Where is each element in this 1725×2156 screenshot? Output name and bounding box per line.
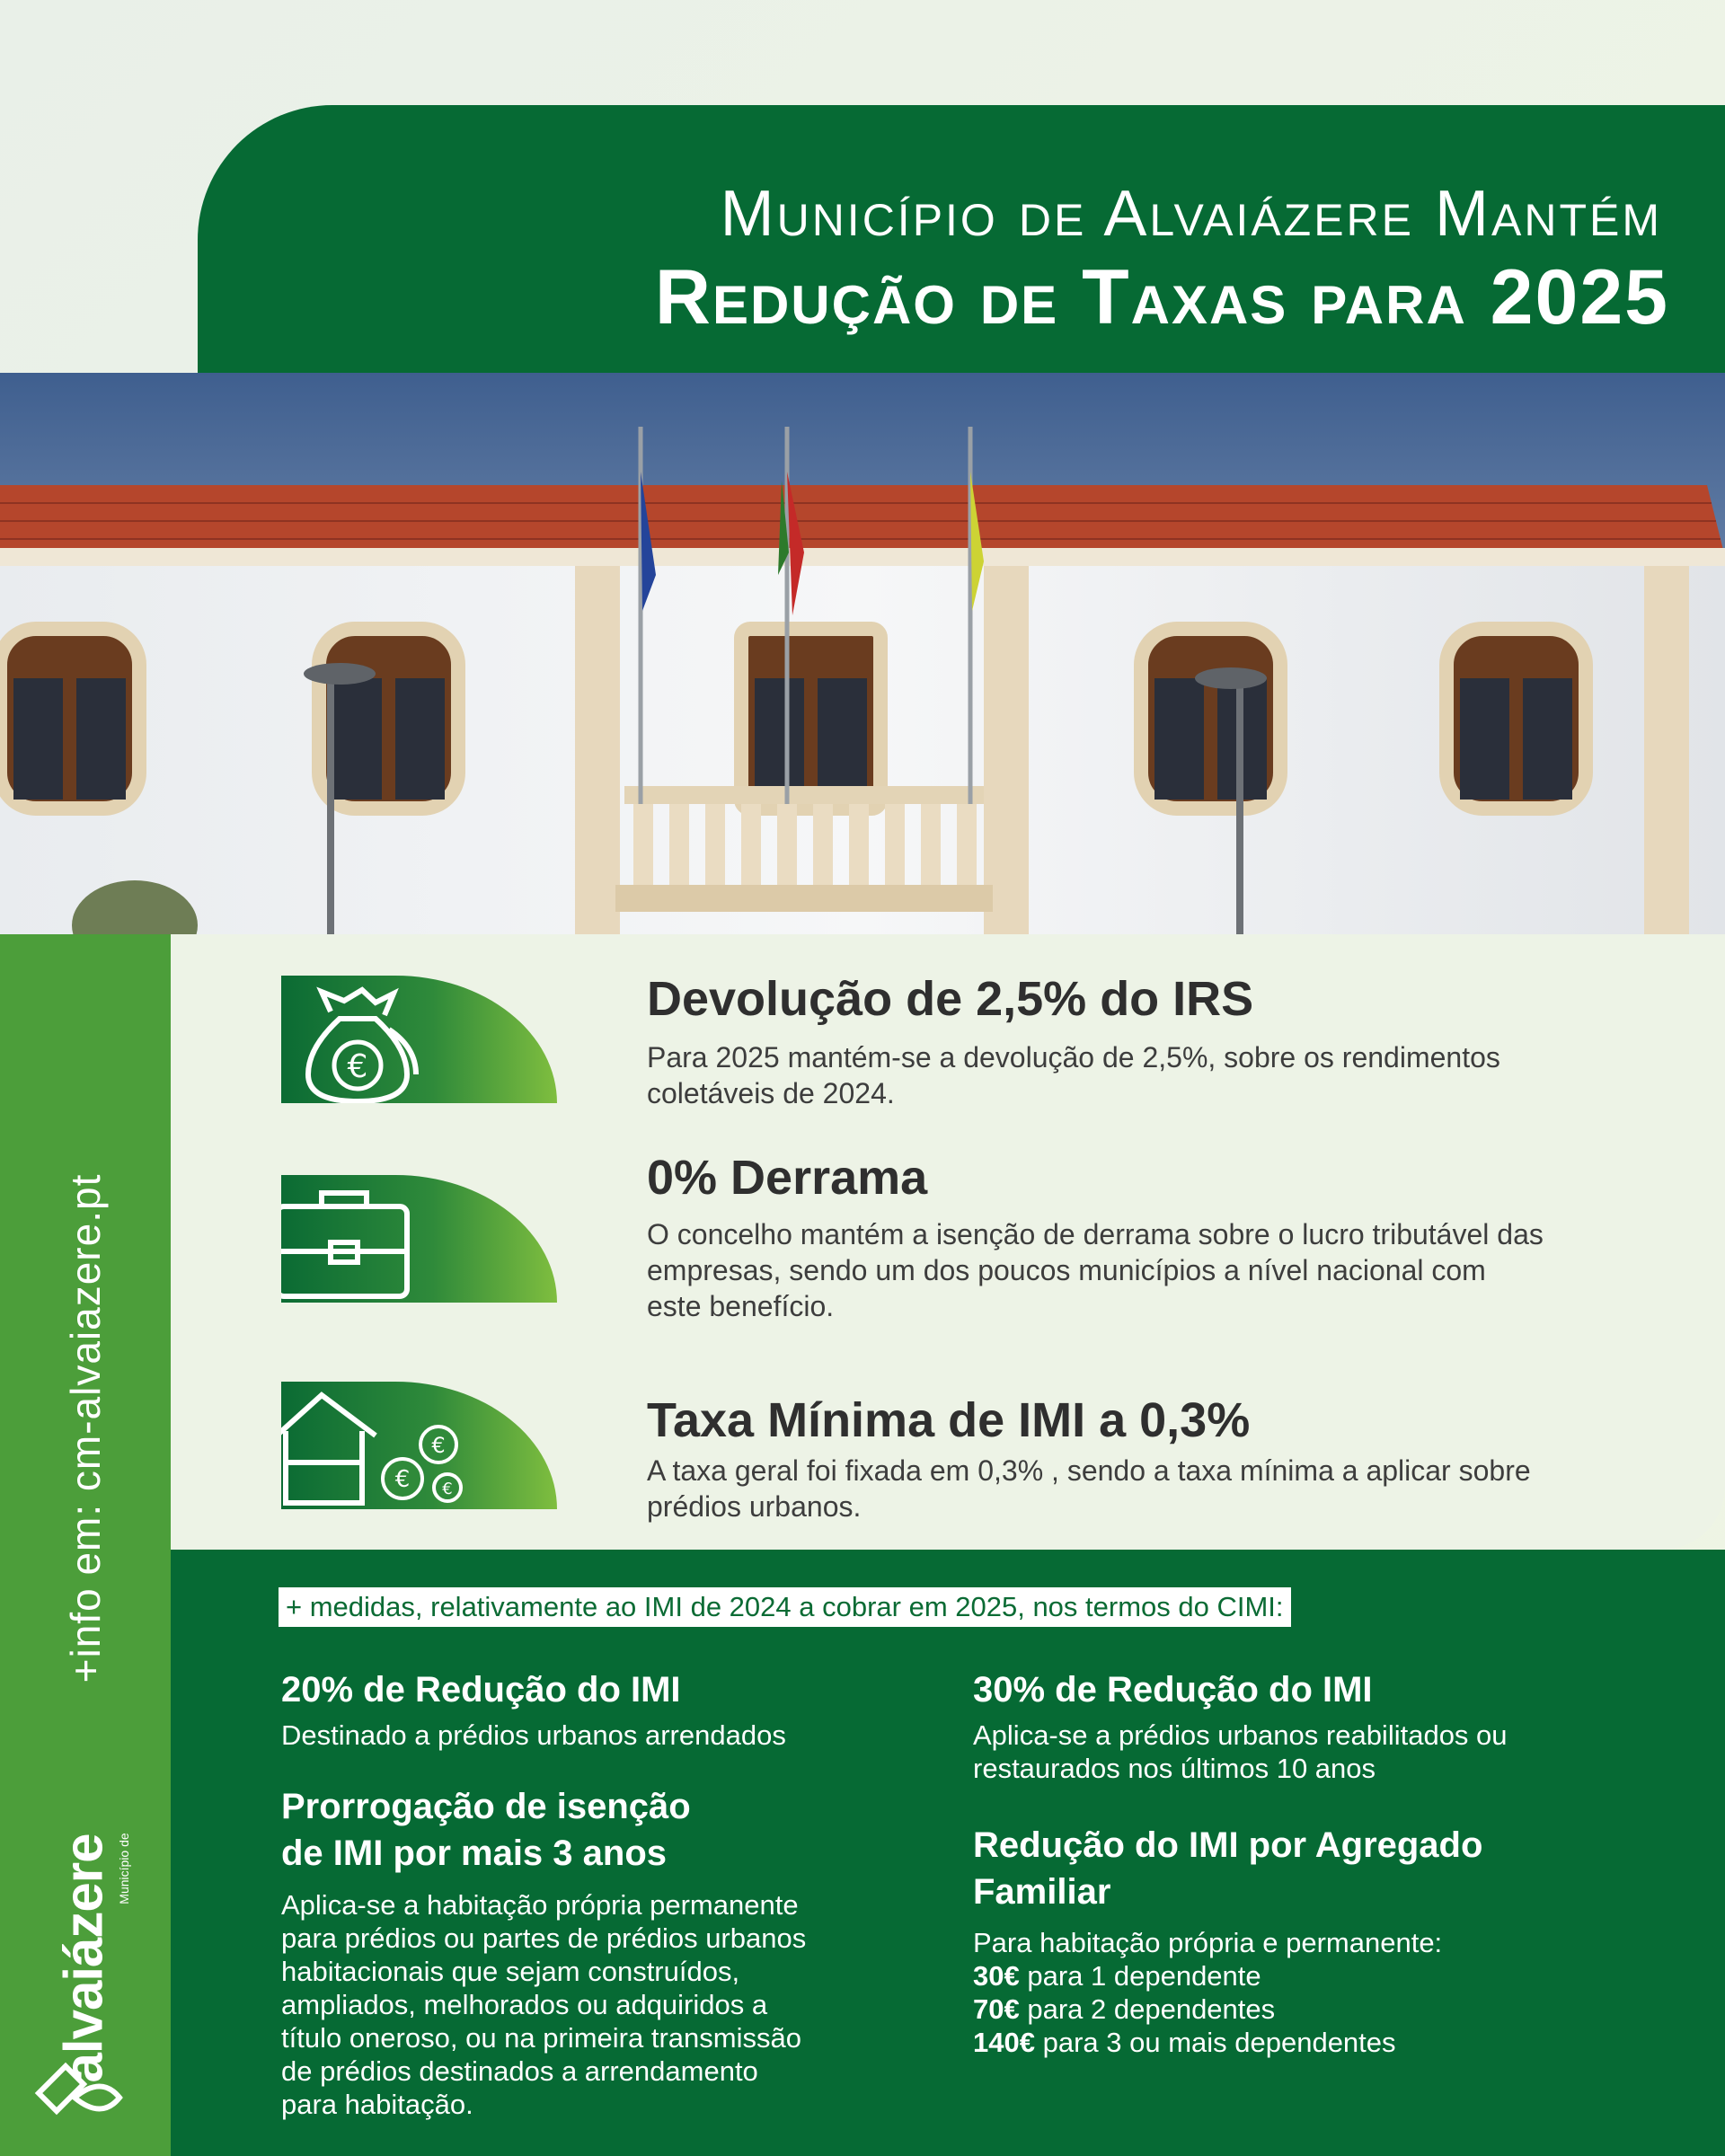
measure-title-20pct: 20% de Redução do IMI [281,1670,681,1710]
dependent-amount: 70€ [973,1993,1020,2025]
measure-title-prorrogacao [281,1783,691,1877]
measure-title-line: de IMI por mais 3 anos [281,1833,668,1873]
measure-text-30pct [973,1719,1508,1785]
measure-text-line: de prédios destinados a arrendamento [281,2055,758,2087]
dependent-amount: 140€ [973,2027,1035,2058]
dependent-item [973,1959,1442,1993]
title-line-1: Município de Alvaiázere Mantém [720,178,1662,250]
logo-wordmark: alvaiázere [53,1833,114,2083]
measure-text-line: habitacionais que sejam construídos, [281,1956,740,1987]
feature-title-irs: Devolução de 2,5% do IRS [647,972,1254,1026]
measure-text-line: para habitação. [281,2089,473,2120]
svg-text:€: € [347,1048,368,1085]
dependent-label: para 1 dependente [1019,1960,1261,1992]
measure-title-agregado [973,1822,1482,1915]
dependent-item [973,2026,1442,2059]
measure-text-20pct: Destinado a prédios urbanos arrendados [281,1719,786,1751]
dependent-label: para 2 dependentes [1019,1993,1276,2025]
dependent-label: para 3 ou mais dependentes [1034,2027,1396,2058]
briefcase-icon [281,1175,557,1303]
feature-text-imi: A taxa geral foi fixada em 0,3% , sendo a taxa mínima a aplicar sobre prédios urbanos. [647,1454,1531,1523]
svg-text:€: € [431,1433,446,1458]
feature-title-derrama: 0% Derrama [647,1151,928,1205]
feature-icon-tab-imi [281,1382,557,1509]
measure-text-line: para prédios ou partes de prédios urbanos [281,1922,807,1954]
town-hall-photo [0,373,1725,934]
measure-title-line: Familiar [973,1872,1111,1912]
website-link[interactable]: +info em: cm-alvaiazere.pt [62,1173,109,1683]
dependent-amount: 30€ [973,1960,1020,1992]
measure-text-line: ampliados, melhorados ou adquiridos a [281,1989,768,2020]
measure-text-agregado [973,1926,1442,2059]
svg-text:€: € [394,1466,411,1493]
feature-icon-tab-irs [281,976,557,1103]
feature-title-imi: Taxa Mínima de IMI a 0,3% [647,1393,1251,1447]
measure-text-line: Aplica-se a prédios urbanos reabilitados ou [973,1719,1508,1751]
money-bag-euro-icon [281,976,557,1103]
header-banner [198,105,1725,409]
logo-subtitle: Município de [117,1833,131,1904]
municipality-logo [25,1806,142,2102]
measure-title-line: Redução do IMI por Agregado [973,1825,1483,1865]
measure-title-line: Prorrogação de isenção [281,1787,691,1826]
title-line-2: Redução de Taxas para 2025 [654,254,1669,340]
dependent-item [973,1993,1442,2026]
measure-text-line: Para habitação própria e permanente: [973,1927,1443,1958]
measure-text-line: título oneroso, ou na primeira transmissão [281,2022,801,2054]
feature-text-derrama: O concelho mantém a isenção de derrama sobre o lucro tributável das empresas, sendo um dos poucos municípios a nível nacional com este benefício. [647,1218,1544,1322]
feature-icon-tab-derrama [281,1175,557,1303]
measure-text-prorrogacao [281,1888,806,2121]
feature-text-irs: Para 2025 mantém-se a devolução de 2,5%, sobre os rendimentos coletáveis de 2024. [647,1041,1500,1109]
house-coins-icon [281,1382,557,1509]
logo-emblem-icon [30,2048,128,2129]
measure-text-line: restaurados nos últimos 10 anos [973,1753,1376,1784]
measure-text-line: Aplica-se a habitação própria permanente [281,1889,799,1921]
measure-title-30pct: 30% de Redução do IMI [973,1670,1373,1710]
measures-intro: + medidas, relativamente ao IMI de 2024 a cobrar em 2025, nos termos do CIMI: [279,1587,1291,1627]
svg-text:€: € [442,1480,453,1498]
